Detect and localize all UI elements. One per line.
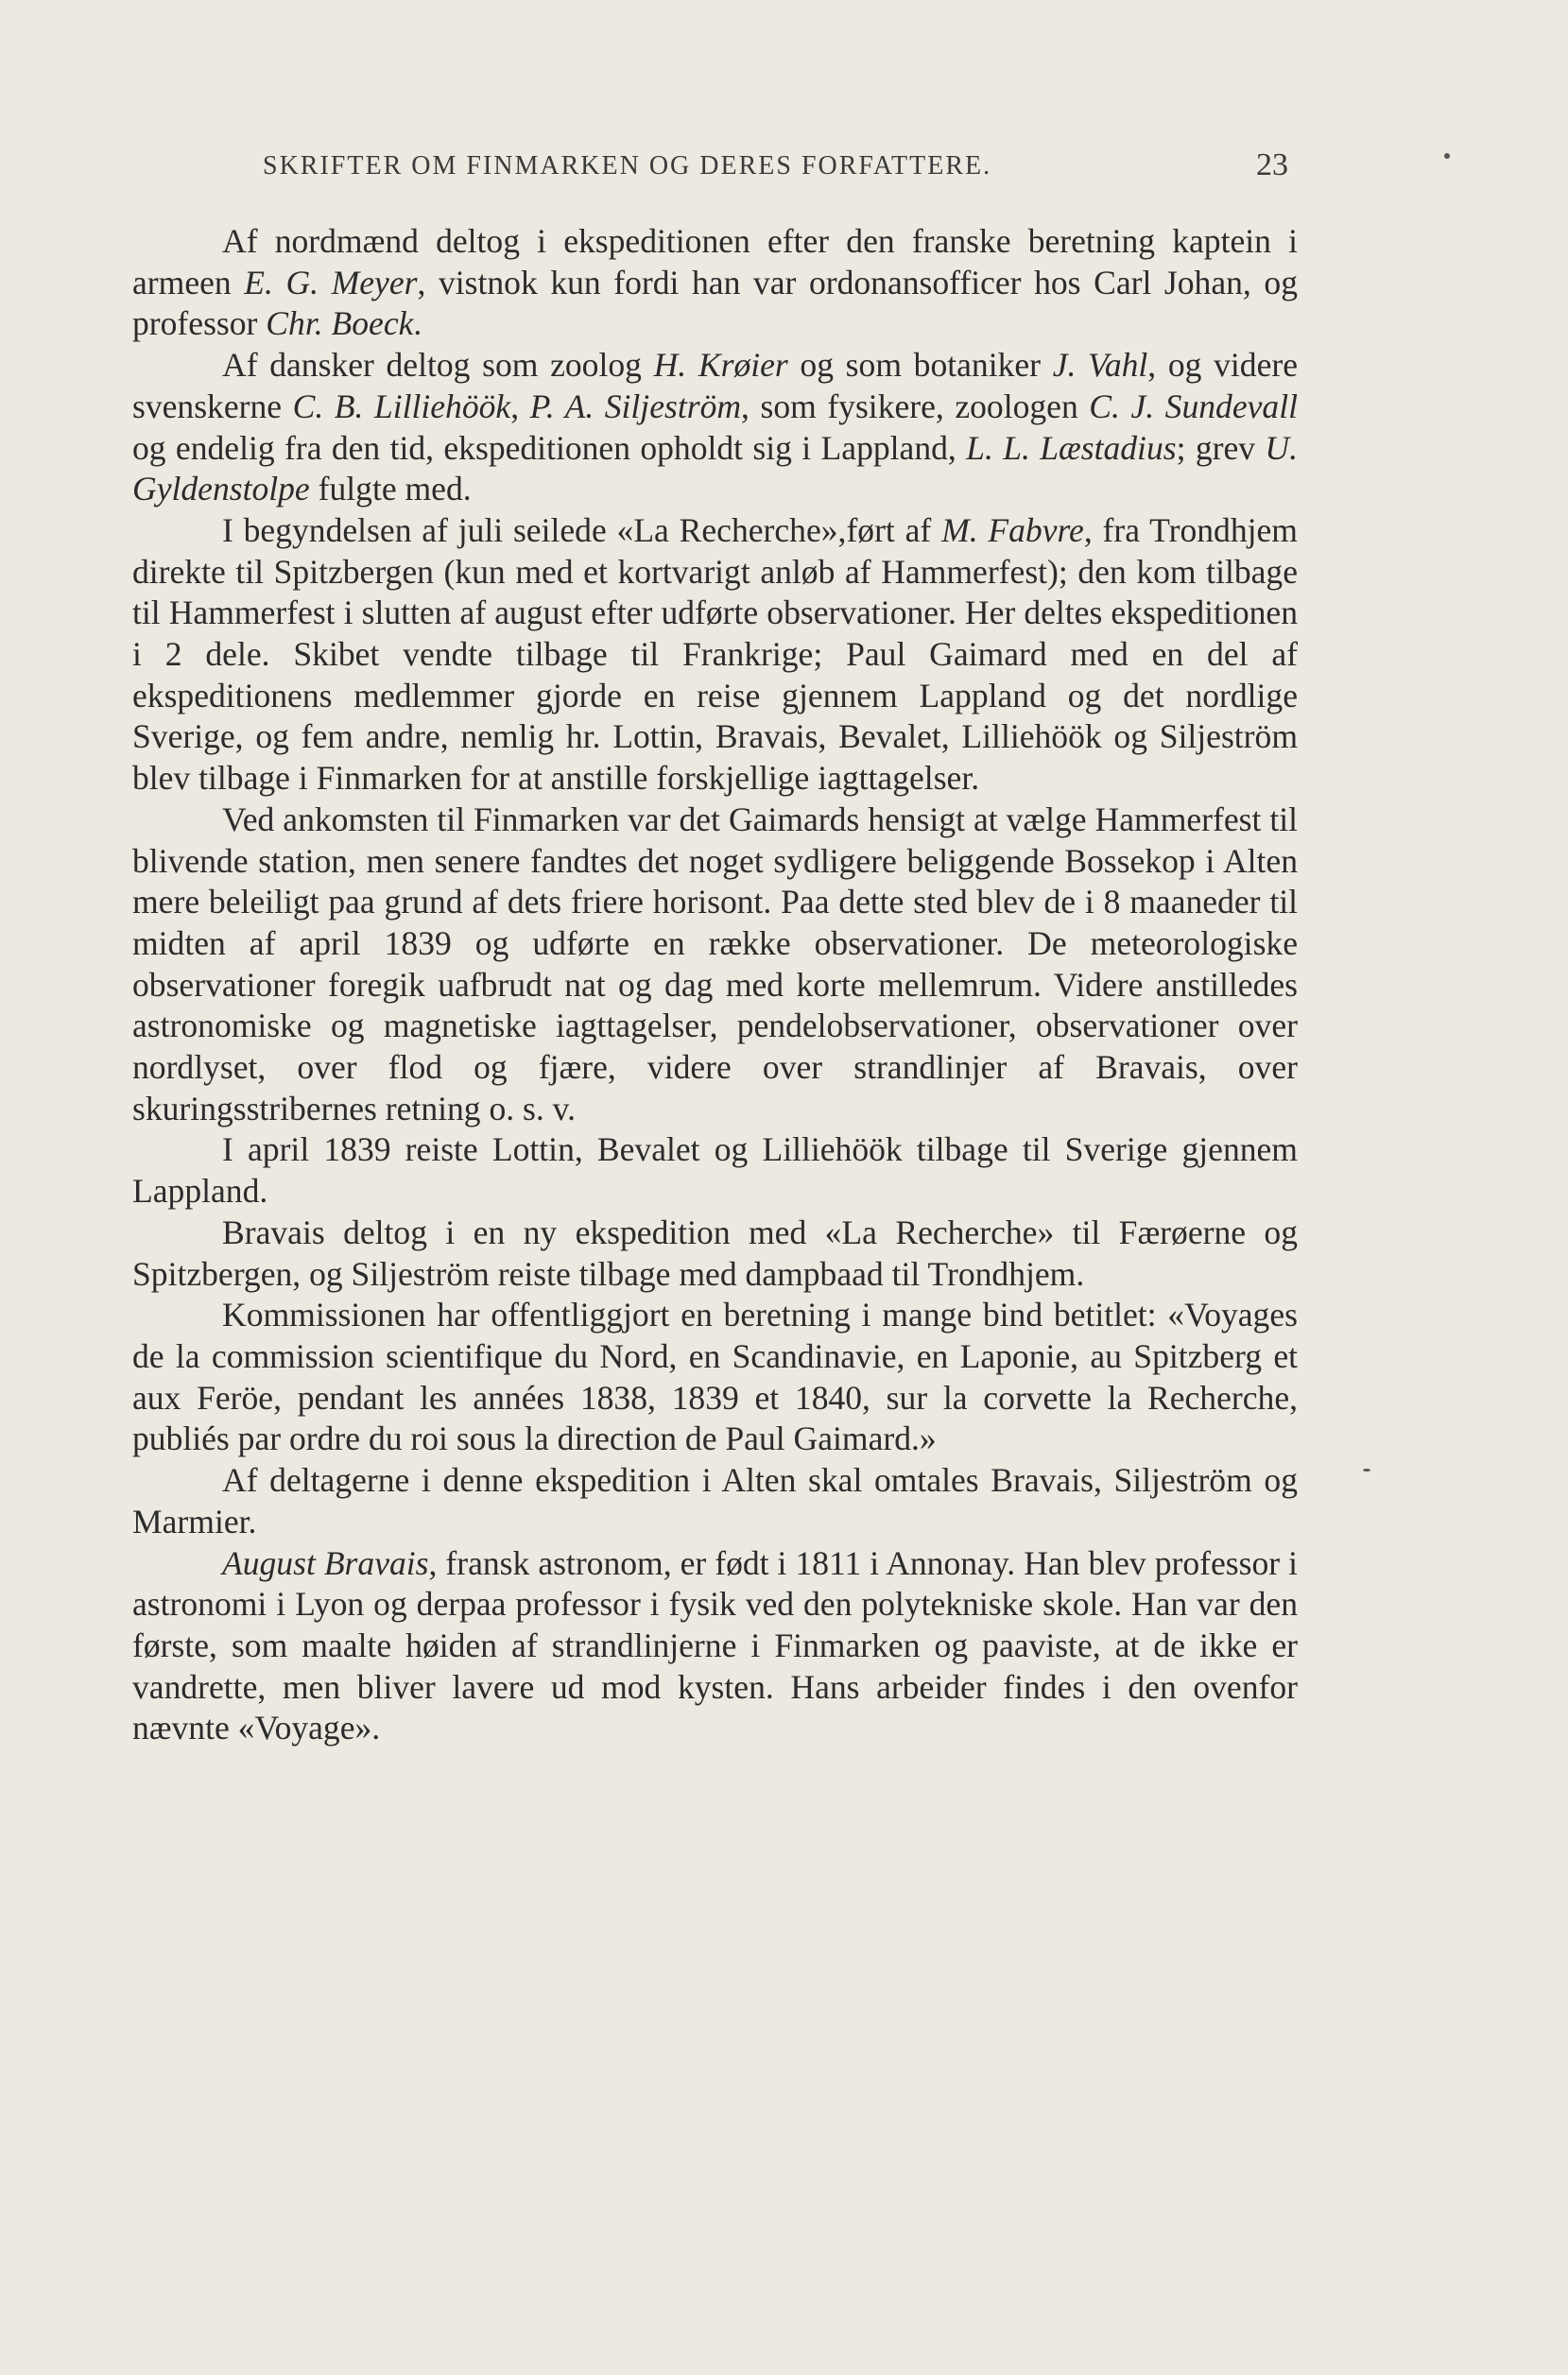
text-run: Bravais deltog i en ny ekspedition med «La Recherche» til Færøerne og Spitzbergen, og Siljeström reiste tilbage med dampbaad til Trondhjem. [132,1213,1298,1293]
italic-name: U. Gyldenstolpe [132,428,1298,508]
italic-name: P. A. Siljeström [529,387,742,425]
italic-name: L. L. Læstadius [966,428,1177,467]
text-run: I begyndelsen af juli seilede «La Recherche»,ført af [222,510,942,549]
text-run: . [413,304,422,343]
italic-name: H. Krøier [653,346,788,385]
paragraph [132,1213,1298,1295]
paragraph [132,510,1298,800]
text-run: Ved ankomsten til Finmarken var det Gaimards hensigt at vælge Hammerfest til blivende station, men senere fandtes det noget sydligere beliggende Bossekop i Alten mere beleiligt paa grund af dets friere horisont. Paa dette sted blev de i 8 maaneder til midten af april 1839 og udførte en række observationer. De meteorologiske observationer foregik uafbrudt nat og dag med korte mellemrum. Videre anstilledes astronomiske og magnetiske iagttagelser, pendelobservationer, observationer over nordlyset, over flod og fjære, videre over strandlinjer af Bravais, over skuringsstribernes retning o. s. v. [132,800,1298,1127]
text-run: , som fysikere, zoologen [741,387,1090,425]
text-run: Af deltagerne i denne ekspedition i Alten skal omtales Bravais, Siljeström og Marmier. [132,1461,1298,1540]
italic-name: C. J. Sundevall [1089,387,1298,425]
page-number: 23 [1256,147,1288,182]
paragraph [132,800,1298,1130]
text-run: ; grev [1176,428,1266,467]
body-text [132,221,1298,1749]
paragraph [132,1543,1298,1750]
text-run: Af nordmænd deltog i ekspeditionen efter den franske beretning kaptein i armeen [132,222,1298,301]
paragraph [132,1129,1298,1212]
text-run: Af dansker deltog som zoolog [222,346,654,385]
paragraph [132,221,1298,345]
text-run: , fra Trondhjem direkte til Spitzbergen (kun med et kortvarigt anløb af Hammerfest); den kom tilbage til Hammerfest i slutten af august efter udførte observationer. Her deltes ekspeditionen i 2 dele. Skibet vendte tilbage til Frankrige; Paul Gaimard med en del af ekspeditionens medlemmer gjorde en reise gjennem Lappland og det nordlige Sverige, og fem andre, nemlig hr. Lottin, Bravais, Bevalet, Lilliehöök og Siljeström blev tilbage i Finmarken for at anstille forskjellige iagttagelser. [132,510,1298,798]
italic-name: J. Vahl [1052,346,1148,385]
print-speck [1363,1469,1370,1471]
running-header [263,147,1288,189]
text-run: , og videre svenskerne [132,346,1298,425]
running-title: SKRIFTER OM FINMARKEN OG DERES FORFATTERE. [263,151,992,181]
paragraph [132,1295,1298,1460]
text-run: , vistnok kun fordi han var ordonansofficer hos Carl Johan, og professor [132,263,1298,343]
text-run: og som botaniker [787,346,1053,385]
text-run: og endelig fra den tid, ekspeditionen opholdt sig i Lappland, [132,428,967,467]
text-run: fulgte med. [309,470,472,508]
italic-name: August Bravais [222,1543,429,1582]
text-run: , fransk astronom, er født i 1811 i Annonay. Han blev professor i astronomi i Lyon og derpaa professor i fysik ved den polytekniske skole. Han var den første, som maalte høiden af strandlinjerne i Finmarken og paaviste, at de ikke er vandrette, men bliver lavere ud mod kysten. Hans arbeider findes i den ovenfor nævnte «Voyage». [132,1543,1298,1747]
italic-name: M. Fabvre [941,510,1084,549]
italic-name: E. G. Meyer [244,263,418,301]
text-run: I april 1839 reiste Lottin, Bevalet og Lilliehöök tilbage til Sverige gjennem Lappland. [132,1130,1298,1211]
paragraph [132,345,1298,510]
print-speck [1444,153,1450,159]
paragraph [132,1460,1298,1542]
text-run: Kommissionen har offentliggjort en beretning i mange bind betitlet: «Voyages de la commission scientifique du Nord, en Scandinavie, en Laponie, au Spitzberg et aux Feröe, pendant les années 1838, 1839 et 1840, sur la corvette la Recherche, publiés par ordre du roi sous la direction de Paul Gaimard.» [132,1296,1298,1458]
italic-name: C. B. Lilliehöök [292,387,511,425]
text-run: , [510,387,530,425]
italic-name: Chr. Boeck [266,304,414,343]
